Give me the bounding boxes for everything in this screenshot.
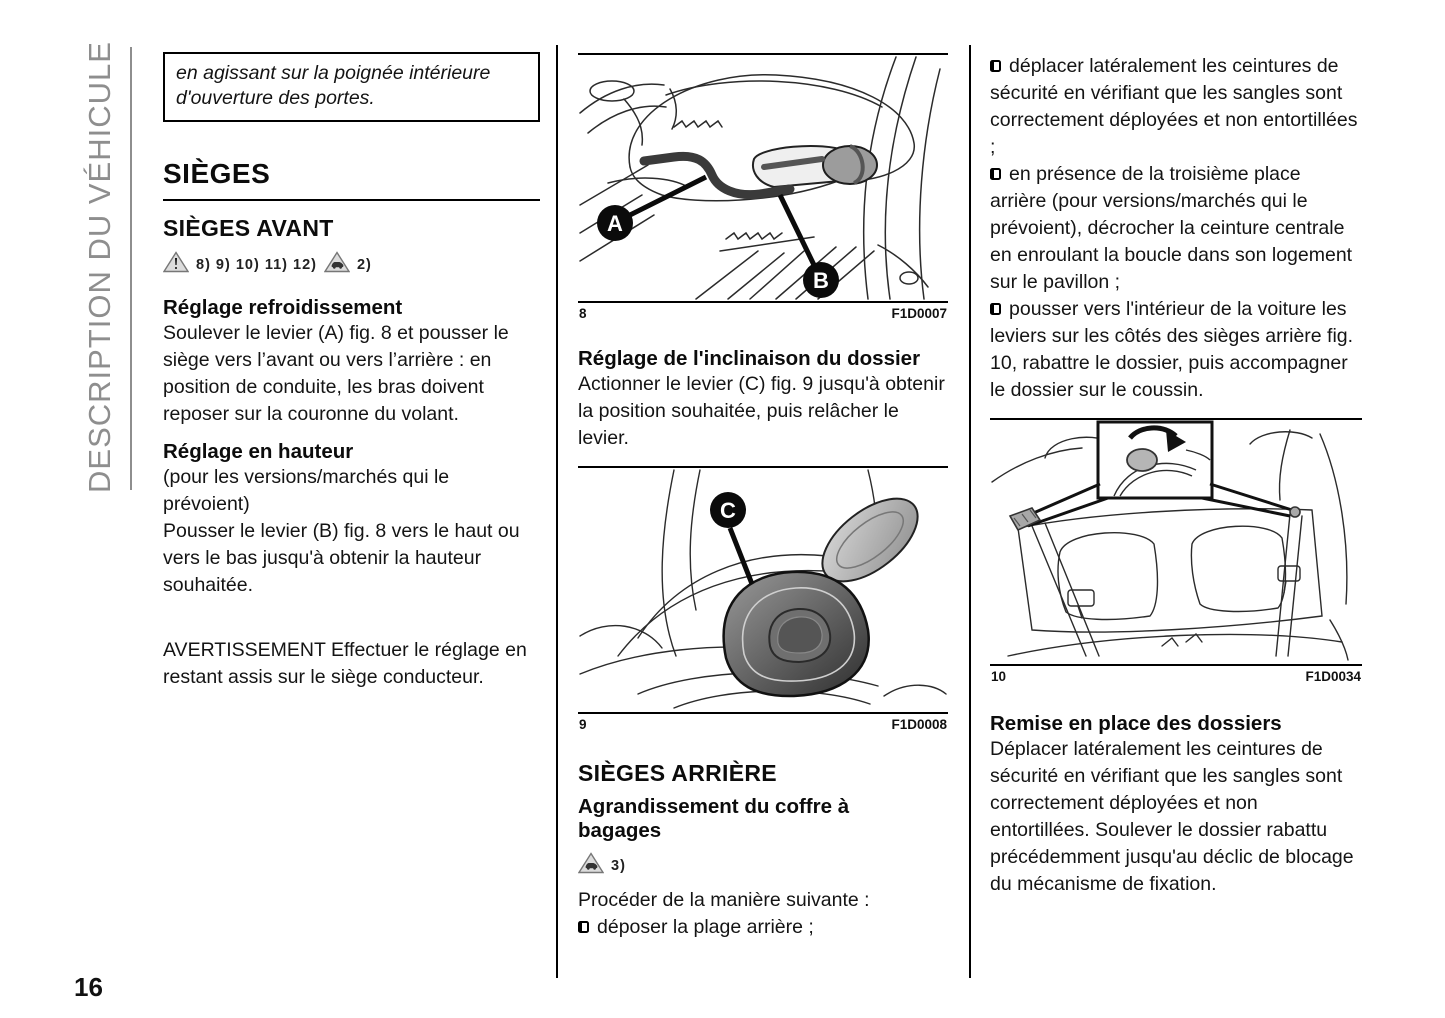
- figure-9-code: F1D0008: [891, 717, 947, 732]
- square-bullet-icon: [578, 921, 589, 933]
- chapter-title-vertical: DESCRIPTION DU VÉHICULE: [82, 41, 117, 493]
- figure-10-caption: [990, 669, 1362, 684]
- bullet-text: déplacer latéralement les ceintures de sécurité en vérifiant que les sangles sont correctement déployées et non entortillées ;: [990, 55, 1358, 158]
- car-ref-numbers: 2): [356, 256, 372, 273]
- rear-seat-drawing: [990, 420, 1360, 664]
- section-title-sieges-arriere: SIÈGES ARRIÈRE: [578, 760, 777, 786]
- warning-triangle-icon: [163, 251, 189, 278]
- bullet-text: en présence de la troisième place arrière (pour versions/marchés qui le prévoient), décrocher la ceinture centrale en enroulant la boucle dans son logement sur le pavillon ;: [990, 163, 1353, 293]
- column-divider: [969, 45, 971, 978]
- heading-inclinaison-dossier: Réglage de l'inclinaison du dossier: [578, 347, 921, 370]
- bullet-item: [990, 53, 1362, 161]
- right-column: [990, 45, 1362, 898]
- heading-reglage-refroidissement: Réglage refroidissement: [163, 296, 403, 319]
- bullet-text: pousser vers l'intérieur de la voiture les leviers sur les côtés des sièges arrière fig. 10, rabattre le dossier, puis accompagner le dossier sur le coussin.: [990, 298, 1354, 401]
- bullet-deposer-plage: [578, 914, 948, 941]
- figure-8-caption: [578, 306, 948, 321]
- car-triangle-icon: [324, 251, 350, 278]
- recline-knob-drawing: [578, 468, 948, 712]
- figure-9-art: [578, 466, 948, 714]
- square-bullet-icon: [990, 303, 1001, 315]
- square-bullet-icon: [990, 168, 1001, 180]
- heading-remise-en-place: Remise en place des dossiers: [990, 712, 1282, 735]
- seat-lever-drawing: [578, 55, 948, 301]
- figure-10-code: F1D0034: [1305, 669, 1361, 684]
- bullet-deposer-plage-text: déposer la plage arrière ;: [597, 916, 814, 938]
- rear-note-references-row: [578, 852, 948, 879]
- fig8-label-b: B: [813, 268, 829, 293]
- note-references-row: [163, 251, 540, 278]
- paragraph-slide-adjust: Soulever le levier (A) fig. 8 et pousser le siège vers l’avant ou vers l’arrière : en position de conduite, les bras doivent reposer sur la couronne du volant.: [163, 322, 509, 425]
- figure-9-number: 9: [579, 717, 587, 732]
- heading-agrandissement-coffre: Agrandissement du coffre à bagages: [578, 795, 850, 842]
- page-number: 16: [74, 972, 103, 1002]
- column-divider: [556, 45, 558, 978]
- sidebar-rule: [130, 47, 132, 490]
- fig8-label-a: A: [607, 211, 623, 236]
- left-column: [163, 45, 540, 691]
- figure-8-number: 8: [579, 306, 587, 321]
- callout-box: en agissant sur la poignée intérieure d'ouverture des portes.: [163, 52, 540, 122]
- middle-column: [578, 45, 948, 941]
- subsection-title-sieges-avant: SIÈGES AVANT: [163, 215, 334, 241]
- paragraph-height-adjust: Pousser le levier (B) fig. 8 vers le haut ou vers le bas jusqu'à obtenir la hauteur souhaitée.: [163, 520, 520, 596]
- paragraph-height-note: (pour les versions/marchés qui le prévoient): [163, 466, 450, 515]
- bullet-item: [990, 161, 1362, 296]
- figure-8: [578, 53, 948, 321]
- figure-10-art: [990, 418, 1362, 666]
- paragraph-recline: Actionner le levier (C) fig. 9 jusqu'à obtenir la position souhaitée, puis relâcher le levier.: [578, 373, 945, 449]
- figure-8-code: F1D0007: [891, 306, 947, 321]
- paragraph-procedure-intro: Procéder de la manière suivante :: [578, 889, 870, 911]
- figure-9-caption: [578, 717, 948, 732]
- warning-ref-numbers: 8) 9) 10) 11) 12): [196, 256, 317, 273]
- figure-9: [578, 466, 948, 732]
- rear-ref-numbers: 3): [611, 857, 626, 874]
- figure-10: [990, 418, 1362, 684]
- square-bullet-icon: [990, 60, 1001, 72]
- bullet-item: [990, 296, 1362, 404]
- fig9-label-c: C: [720, 498, 736, 523]
- paragraph-avertissement: AVERTISSEMENT Effectuer le réglage en restant assis sur le siège conducteur.: [163, 639, 527, 688]
- paragraph-refit: Déplacer latéralement les ceintures de sécurité en vérifiant que les sangles sont correctement déployées et non entortillées. Soulever le dossier rabattu précédemment jusqu'au déclic de blocage du mécanisme de fixation.: [990, 738, 1354, 895]
- car-triangle-icon: [578, 852, 604, 879]
- section-title-sieges: SIÈGES: [163, 158, 540, 201]
- figure-10-number: 10: [991, 669, 1007, 684]
- heading-reglage-hauteur: Réglage en hauteur: [163, 440, 354, 463]
- figure-8-art: [578, 53, 948, 303]
